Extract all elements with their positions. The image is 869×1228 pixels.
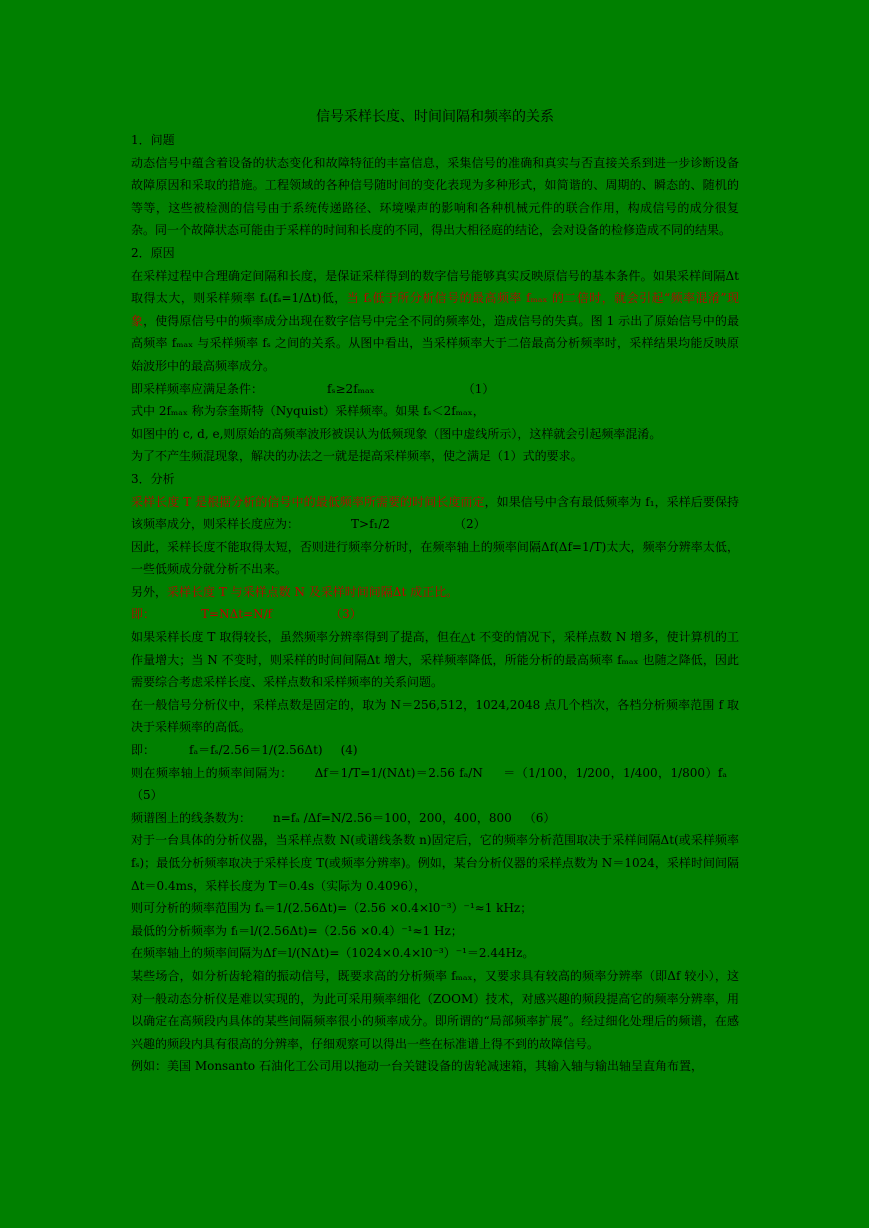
- cause-highlight: 当 fₛ低于所分析信号的最高频率 fₘₐₓ 的二倍时，就会引起“频率混淆”现象: [131, 291, 739, 328]
- equation-5-tail: ＝（1/100，1/200，1/400，1/800）fₐ: [502, 765, 727, 780]
- paragraph-monsanto: 例如：美国 Monsanto 石油化工公司用以拖动一台关键设备的齿轮减速箱，其输入轴与输出轴呈直角布置，: [131, 1059, 703, 1074]
- equation-1-number: （1）: [462, 381, 495, 396]
- sample-length-text: ，如果信号中含有最低频率为 f₁，采样后要保持该频率成分，则采样长度应为：: [131, 494, 739, 532]
- equation-2-number: （2）: [454, 517, 486, 532]
- equation-5-number: （5）: [131, 788, 163, 803]
- paragraph-solution: 为了不产生频混现象，解决的办法之一就是提高采样频率，使之满足（1）式的要求。: [131, 449, 583, 464]
- sample-length-highlight: 采样长度 T 是根据分析的信号中的最低频率所需要的时间长度而定: [131, 494, 485, 509]
- paragraph-tradeoff: 如果采样长度 T 取得较长，虽然频率分辨率得到了提高，但在△t 不变的情况下，采样点数 N 增多，使计算机的工作量增大；当 N 不变时，则采样的时间间隔Δt 增大，采样频率降低，所能分析的最高频率 fₘₐₓ 也随之降低，因此需要综合考虑采样长度、采样点数和采样频率的关系问题。: [131, 630, 739, 690]
- equation-4-number: (4): [340, 743, 358, 758]
- cause-text-a: 在采样过程中合理确定间隔和长度，是保证采样得到的数字信号能够真实反映原信号的基本条件。如果采样间隔Δt 取得太大，则采样频率 fₛ(fₛ=1/Δt)低，: [131, 268, 739, 306]
- paragraph-aliasing: 如图中的 c, d, e,则原始的高频率波形被误认为低频现象（图中虚线所示），这样就会引起频率混淆。: [131, 426, 662, 441]
- equation-6-label: 频谱图上的线条数为：: [131, 810, 252, 825]
- page-title: 信号采样长度、时间间隔和频率的关系: [316, 109, 554, 125]
- proportional-prefix: 另外，: [131, 584, 168, 599]
- proportional-highlight: 采样长度 T 与采样点数 N 及采样时间间隔Δt 成正比。: [167, 584, 459, 599]
- result-frequency-range: 则可分析的频率范围为 fₐ＝1/(2.56Δt)=（2.56 ×0.4×l0⁻³）⁻¹≈1 kHz；: [131, 901, 533, 916]
- equation-3-label: 即：: [131, 607, 156, 622]
- paragraph-sample-length: [131, 491, 739, 536]
- equation-5-label: 则在频率轴上的频率间隔为：: [131, 765, 293, 780]
- paragraph-analyzer: 在一般信号分析仪中，采样点数是固定的，取为 N＝256,512，1024,2048 点几个档次，各档分析频率范围 f 取决于采样频率的高低。: [131, 697, 739, 735]
- equation-6: n=fₐ /Δf=N/2.56＝100，200，400，800: [273, 810, 512, 825]
- equation-1: fₛ≥2fₘₐₓ: [327, 381, 375, 396]
- section-heading-cause: 2．原因: [131, 245, 175, 260]
- paragraph-proportional: [131, 581, 739, 604]
- document-body: [131, 105, 739, 1078]
- equation-5-line: [131, 762, 739, 807]
- paragraph-nyquist: 式中 2fₘₐₓ 称为奈奎斯特（Nyquist）采样频率。如果 fₛ＜2fₘₐₓ，: [131, 404, 485, 419]
- paragraph-problem: 动态信号中蕴含着设备的状态变化和故障特征的丰富信息，采集信号的准确和真实与否直接关系到进一步诊断设备故障原因和采取的措施。工程领域的各种信号随时间的变化表现为多种形式，如简谐的、周期的、瞬态的、随机的等等，这些被检测的信号由于系统传递路径、环境噪声的影响和各种机械元件的联合作用，构成信号的成分很复杂。同一个故障状态可能由于采样的时间和长度的不同，得出大相径庭的结论，会对设备的检修造成不同的结果。: [131, 155, 739, 238]
- result-frequency-interval: 在频率轴上的频率间隔为Δf＝l/(NΔt)=（1024×0.4×l0⁻³）⁻¹＝2.44Hz。: [131, 946, 535, 961]
- result-lowest-frequency: 最低的分析频率为 fₗ＝l/(2.56Δt)=（2.56 ×0.4）⁻¹≈1 Hz；: [131, 923, 463, 938]
- equation-4-line: [131, 739, 739, 762]
- equation-3: T=NΔt=N/f: [201, 607, 273, 622]
- equation-1-label: 即采样频率应满足条件：: [131, 381, 264, 396]
- cause-text-b: ，使得原信号中的频率成分出现在数字信号中完全不同的频率处，造成信号的失真。图 1 示出了原始信号中的最高频率 fₘₐₓ 与采样频率 fₛ 之间的关系。从图中看出，当采样频率大于二倍最高分析频率时，采样结果均能反映原始波形中的最高频率成分。: [131, 313, 739, 373]
- equation-4: fₐ＝fₛ/2.56＝1/(2.56Δt): [189, 743, 323, 758]
- equation-1-line: [131, 378, 739, 401]
- equation-3-line: [131, 603, 739, 626]
- equation-2: T>f₁/2: [351, 517, 391, 532]
- equation-4-label: 即：: [131, 743, 156, 758]
- equation-6-number: （6）: [523, 810, 556, 825]
- section-heading-problem: 1．问题: [131, 133, 175, 147]
- paragraph-cause: [131, 265, 739, 378]
- paragraph-zoom: 某些场合，如分析齿轮箱的振动信号，既要求高的分析频率 fₘₐₓ，又要求具有较高的频率分辨率（即Δf 较小），这对一般动态分析仪是难以实现的，为此可采用频率细化（ZOOM）技术，对感兴趣的频段提高它的频率分辨率，用以确定在高频段内具体的某些间隔频率很小的频率成分。即所谓的“局部频率扩展”。经过细化处理后的频谱，在感兴趣的频段内具有很高的分辨率，仔细观察可以得出一些在标准谱上得不到的故障信号。: [131, 968, 739, 1051]
- section-heading-analysis: 3．分析: [131, 471, 175, 486]
- equation-3-number: （3）: [330, 607, 362, 622]
- equation-5: Δf＝1/T=1/(NΔt)＝2.56 fₐ/N: [314, 765, 483, 780]
- equation-6-line: [131, 807, 739, 830]
- paragraph-resolution: 因此，采样长度不能取得太短，否则进行频率分析时，在频率轴上的频率间隔Δf(Δf=1/T)太大，频率分辨率太低，一些低频成分就分析不出来。: [131, 539, 739, 577]
- paragraph-example: 对于一台具体的分析仪器，当采样点数 N(或谱线条数 n)固定后，它的频率分析范围取决于采样间隔Δt(或采样频率 fₛ)；最低分析频率取决于采样长度 T(或频率分辨率)。例如，某台分析仪器的采样点数为 N＝1024，采样时间间隔Δt＝0.4ms，采样长度为 T＝0.4s（实际为 0.4096），: [131, 833, 739, 893]
